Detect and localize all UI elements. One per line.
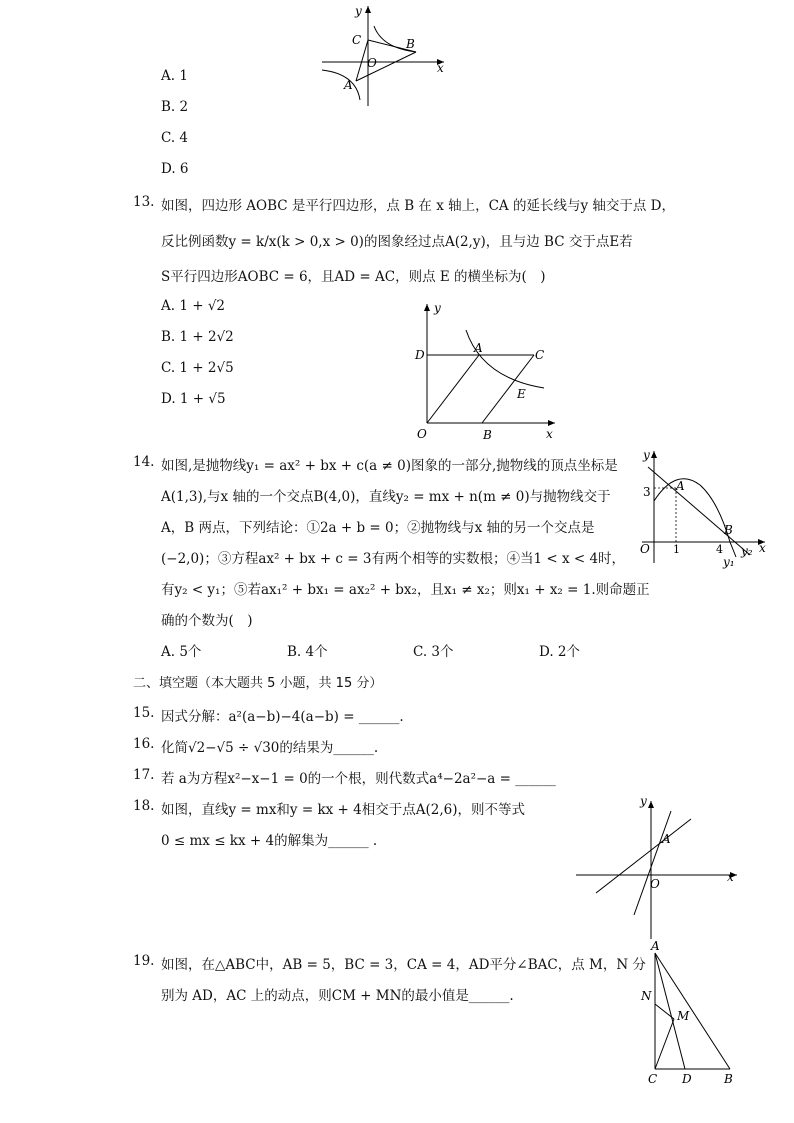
q14-label-3: 3: [643, 485, 651, 499]
q19-number: 19.: [133, 953, 155, 969]
q14-option-c: C. 3个: [413, 644, 454, 660]
q13-line-2: 反比例函数y = k/x(k > 0,x > 0)的图象经过点A(2,y)，且与边 BC 交于点E若: [161, 234, 633, 250]
q13-label-o: O: [417, 427, 427, 441]
q13-label-c: C: [535, 348, 545, 362]
q13-label-e: E: [517, 387, 526, 401]
q12-label-a: A: [344, 78, 353, 92]
q12-option-b: B. 2: [161, 99, 189, 115]
q14-line-2: A(1,3),与x 轴的一个交点B(4,0)，直线y₂ = mx + n(m ≠ 0)与抛物线交于: [161, 489, 611, 505]
q18-label-o: O: [650, 877, 660, 891]
q14-label-y: y: [643, 448, 650, 462]
q14-line-3: A，B 两点，下列结论：①2a + b = 0；②抛物线与x 轴的另一个交点是: [161, 520, 595, 536]
q14-label-x: x: [759, 541, 766, 555]
q15-number: 15.: [133, 705, 155, 721]
q12-label-b: B: [406, 37, 415, 51]
q12-option-c: C. 4: [161, 130, 189, 146]
q12-label-y: y: [355, 4, 362, 18]
q14-label-o: O: [640, 542, 650, 556]
q13-label-x: x: [546, 427, 553, 441]
q13-option-a: A. 1 + √2: [161, 298, 226, 314]
q13-label-a: A: [474, 341, 483, 355]
q18-line-2: 0 ≤ mx ≤ kx + 4的解集为______ .: [161, 833, 378, 849]
q19-label-b: B: [724, 1072, 733, 1086]
q13-option-b: B. 1 + 2√2: [161, 329, 234, 345]
q12-option-a: A. 1: [161, 68, 188, 84]
q19-figure: [636, 938, 746, 1090]
q14-label-a: A: [676, 479, 685, 493]
q14-line-1: 如图,是抛物线y₁ = ax² + bx + c(a ≠ 0)图象的一部分,抛物线的顶点坐标是: [161, 458, 618, 474]
q13-line-1: 如图，四边形 AOBC 是平行四边形，点 B 在 x 轴上，CA 的延长线与y 轴交于点 D，: [161, 198, 676, 214]
q13-number: 13.: [133, 194, 155, 210]
q12-figure: [316, 2, 451, 110]
q12-label-o: O: [367, 56, 377, 70]
q14-option-d: D. 2个: [539, 644, 581, 660]
q14-label-1: 1: [673, 543, 680, 556]
q12-label-x: x: [437, 61, 444, 75]
q17-text: 若 a为方程x²−x−1 = 0的一个根，则代数式a⁴−2a²−a = ______: [161, 771, 556, 787]
q14-line-4: (−2,0)；③方程ax² + bx + c = 3有两个相等的实数根；④当1 < x < 4时，: [161, 551, 626, 567]
q18-figure: [574, 793, 744, 943]
q19-label-a: A: [651, 939, 660, 953]
q12-option-d: D. 6: [161, 161, 189, 177]
q17-number: 17.: [133, 767, 155, 783]
q14-line-6: 确的个数为( ): [161, 613, 253, 629]
q14-option-a: A. 5个: [161, 644, 202, 660]
q19-label-c: C: [648, 1072, 658, 1086]
q19-line-2: 别为 AD，AC 上的动点，则CM + MN的最小值是______.: [161, 988, 514, 1004]
q14-figure: [632, 445, 772, 575]
q13-label-y: y: [434, 301, 441, 315]
q14-label-4: 4: [716, 543, 723, 556]
q14-line-5: 有y₂ < y₁；⑤若ax₁² + bx₁ = ax₂² + bx₂，且x₁ ≠ x₂；则x₁ + x₂ = 1.则命题正: [161, 582, 650, 598]
q18-number: 18.: [133, 798, 155, 814]
q13-option-c: C. 1 + 2√5: [161, 360, 234, 376]
q14-label-b: B: [724, 523, 733, 537]
q15-text: 因式分解：a²(a−b)−4(a−b) = ______.: [161, 709, 404, 725]
q13-line-3: S平行四边形AOBC = 6，且AD = AC，则点 E 的横坐标为( ): [161, 269, 546, 285]
section-2-heading: 二、填空题（本大题共 5 小题，共 15 分）: [133, 676, 383, 691]
q19-line-1: 如图，在△ABC中，AB = 5，BC = 3，CA = 4，AD平分∠BAC，点 M，N 分: [161, 957, 646, 973]
q18-line-1: 如图，直线y = mx和y = kx + 4相交于点A(2,6)，则不等式: [161, 802, 525, 818]
q13-label-d: D: [415, 348, 425, 362]
q13-label-b: B: [483, 428, 492, 442]
q18-label-y: y: [640, 794, 647, 808]
q18-label-x: x: [727, 870, 734, 884]
q16-number: 16.: [133, 736, 155, 752]
q12-label-c: C: [352, 33, 362, 47]
q13-option-d: D. 1 + √5: [161, 391, 226, 407]
q14-label-y2: y₂: [741, 544, 753, 558]
q13-figure: [410, 298, 560, 446]
q14-number: 14.: [133, 454, 155, 470]
q19-label-d: D: [682, 1072, 692, 1086]
q19-label-m: M: [677, 1009, 690, 1023]
q16-text: 化简√2−√5 ÷ √30的结果为______.: [161, 740, 379, 756]
q14-label-y1: y₁: [723, 555, 735, 569]
q19-label-n: N: [641, 989, 652, 1003]
q14-option-b: B. 4个: [287, 644, 328, 660]
q18-label-a: A: [662, 832, 671, 846]
